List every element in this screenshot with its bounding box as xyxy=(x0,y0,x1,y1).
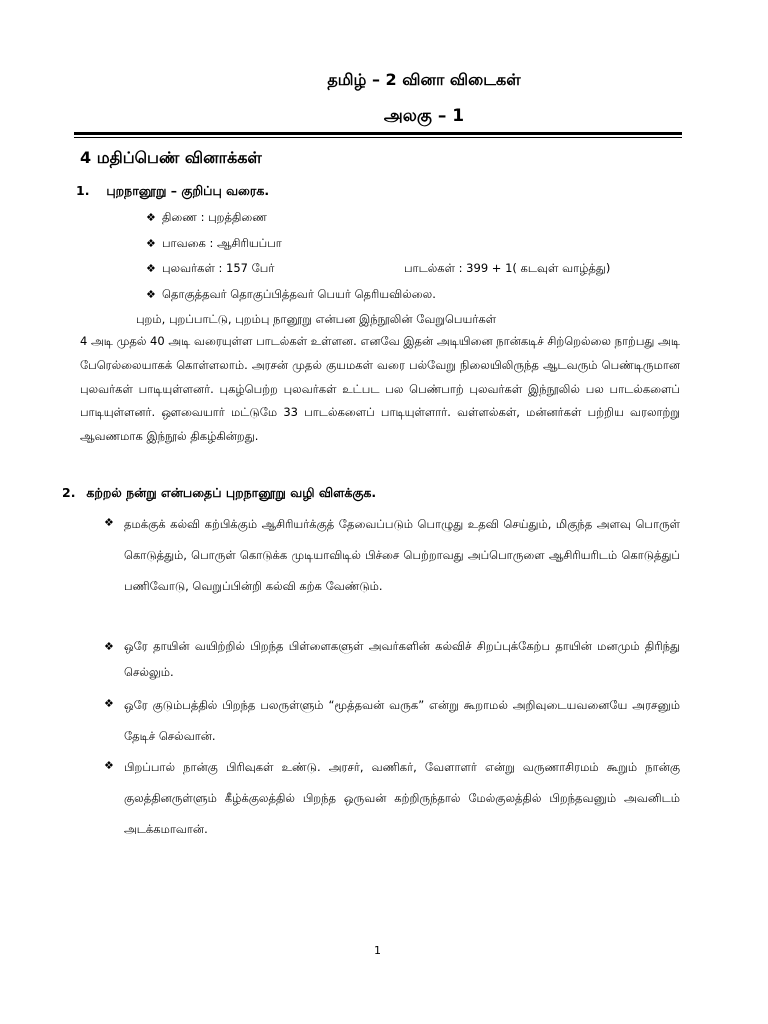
question-2-text: கற்றல் நன்று என்பதைப் புறநானூறு வழி விளக்குக. xyxy=(86,485,377,500)
question-1-paragraph: 4 அடி முதல் 40 அடி வரையுள்ள பாடல்கள் உள்ளன. எனவே இதன் அடியினை நான்கடிச் சிற்றெல்லை நாற்பது அடி பேரெல்லையாகக் கொள்ளலாம். அரசன் முதல் குயமகள் வரை பல்வேறு நிலையிலிருந்த ஆடவரும் பெண்டிருமான புலவர்கள் பாடியுள்ளனர். புகழ்பெற்ற புலவர்கள் உட்பட பல பெண்பாற் புலவர்கள் இந்நூலில் பல பாடல்களைப் பாடியுள்ளனர். ஔவையார் மட்டுமே 33 பாடல்களைப் பாடியுள்ளார். வள்ளல்கள், மன்னர்கள் பற்றிய வரலாற்று ஆவணமாக இந்நூல் திகழ்கின்றது. xyxy=(80,334,680,444)
other-names-line: புறம், புறப்பாட்டு, புறம்பு நானூறு என்பன இந்நூலின் வேறுபெயர்கள் xyxy=(136,312,497,326)
title-rule-thick xyxy=(74,132,682,135)
list-item: ஒரே குடும்பத்தில் பிறந்த பலருள்ளும் “மூத்தவன் வருக” என்று கூறாமல் அறிவுடையவனையே அரசனும் தேடிச் செல்வான். xyxy=(124,698,680,743)
songs-count: பாடல்கள் : 399 + 1( கடவுள் வாழ்த்து) xyxy=(404,261,611,275)
diamond-bullet-icon: ❖ xyxy=(146,237,156,250)
diamond-bullet-icon: ❖ xyxy=(146,288,156,301)
question-1-number: 1. xyxy=(76,183,90,198)
question-2-number: 2. xyxy=(62,485,76,500)
diamond-bullet-icon: ❖ xyxy=(146,211,156,224)
list-item-text: புலவர்கள் : 157 பேர் xyxy=(162,261,275,275)
list-item xyxy=(146,236,282,252)
diamond-bullet-icon: ❖ xyxy=(104,759,114,772)
diamond-bullet-icon: ❖ xyxy=(146,262,156,275)
list-item-text: திணை : புறத்திணை xyxy=(162,210,267,224)
section-heading: 4 மதிப்பெண் வினாக்கள் xyxy=(80,148,262,167)
list-item-text: பாவகை : ஆசிரியப்பா xyxy=(162,236,282,250)
page-number: 1 xyxy=(374,944,381,957)
list-item xyxy=(146,210,267,226)
list-item xyxy=(146,287,436,303)
question-1-text: புறநானூறு – குறிப்பு வரைக. xyxy=(106,183,270,198)
list-item xyxy=(146,261,274,277)
diamond-bullet-icon: ❖ xyxy=(104,697,114,710)
title-rule-thin xyxy=(74,137,682,138)
list-item: பிறப்பால் நான்கு பிரிவுகள் உண்டு. அரசர், வணிகர், வேளாளர் என்று வருணாசிரமம் கூறும் நான்கு குலத்தினருள்ளும் கீழ்க்குலத்தில் பிறந்த ஒருவன் கற்றிருந்தால் மேல்குலத்தில் பிறந்தவனும் அவனிடம் அடக்கமாவான். xyxy=(124,760,680,836)
diamond-bullet-icon: ❖ xyxy=(104,516,114,529)
question-2 xyxy=(62,485,376,502)
question-1 xyxy=(76,183,269,200)
document-title: தமிழ் – 2 வினா விடைகள் xyxy=(327,70,521,89)
list-item-text: தொகுத்தவர் தொகுப்பித்தவர் பெயர் தெரியவில்லை. xyxy=(162,287,436,301)
unit-title: அலகு – 1 xyxy=(383,106,465,126)
diamond-bullet-icon: ❖ xyxy=(104,640,114,653)
list-item: தமக்குக் கல்வி கற்பிக்கும் ஆசிரியர்க்குத் தேவைப்படும் பொழுது உதவி செய்தும், மிகுந்த அளவு பொருள் கொடுத்தும், பொருள் கொடுக்க முடியாவிடில் பிச்சை பெற்றாவது அப்பொருளை ஆசிரியரிடம் கொடுத்துப் பணிவோடு, வெறுப்பின்றி கல்வி கற்க வேண்டும். xyxy=(124,517,680,593)
list-item: ஒரே தாயின் வயிற்றில் பிறந்த பிள்ளைகளுள் அவர்களின் கல்விச் சிறப்புக்கேற்ப தாயின் மனமும் திரிந்து செல்லும். xyxy=(124,639,680,679)
